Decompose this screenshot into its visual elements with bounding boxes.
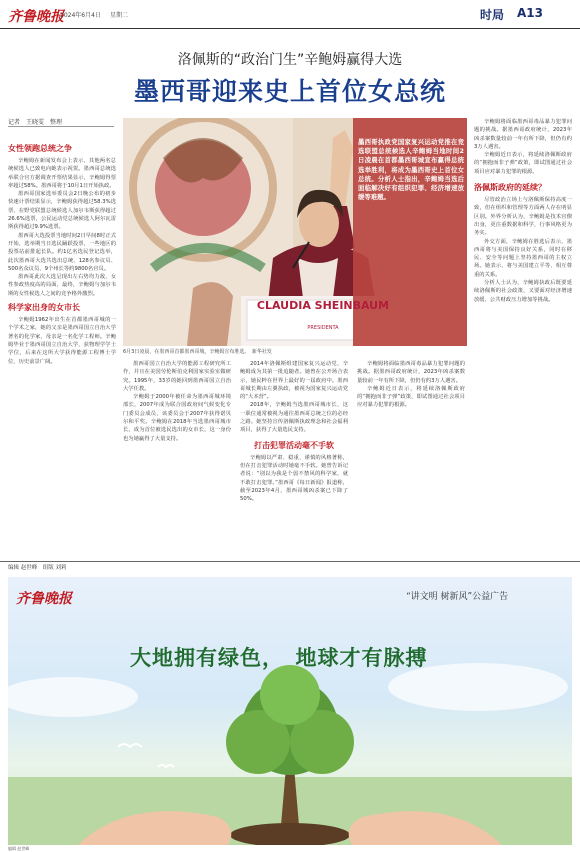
- ad-credit: 编辑 赵世峰: [8, 846, 30, 851]
- paragraph: 墨西哥国立自治大学的能源工程研究所工作，并且在美国劳伦斯伯克利国家实验室做研究。1995年，33岁的她回到墨西哥国立自治大学任教。: [123, 361, 231, 392]
- ad-tagline: “讲文明 树新风”公益广告: [406, 592, 509, 602]
- page-number: A13: [517, 6, 543, 20]
- column-2: [123, 360, 231, 443]
- article-byline: 记者 王晓雯 整理: [8, 119, 63, 126]
- column-5: [474, 118, 572, 304]
- paragraph: 辛鲍姆将面临墨西哥毒品暴力犯罪问题的挑战。据墨西哥政府统计，2023年凶杀案数量较前一年有所下降，但仍有约3万人遇害。: [357, 361, 465, 384]
- article-kicker: 洛佩斯的“政治门生”辛鲍姆赢得大选: [177, 52, 403, 68]
- paragraph: 辛鲍姆以严肃、稳重、谨慎的风格著称，但在打击犯罪活动时她毫不手软。她曾告诉记者说：“别以为我是个弱不禁风的科学家，就不敢打击犯罪。”墨西哥《每日新闻》报道称，截至2023年4月，墨西哥城凶杀案已下降了50%。: [240, 454, 348, 503]
- paragraph: 辛鲍姆近日表示，将延续洛佩斯政府的“拥抱而非子弹”政策，即试图通过社会项目应对暴力犯罪的根源。: [357, 385, 465, 409]
- page-divider: [0, 561, 580, 562]
- paragraph: 辛鲍姆将面临墨西哥毒品暴力犯罪问题的挑战。据墨西哥政府统计，2023年凶杀案数量较前一年有所下降，但仍有约3万人遇害。: [474, 119, 572, 150]
- podium-sign-sub: PRESIDENTA: [307, 325, 339, 331]
- article-body: [8, 157, 116, 298]
- article-body: [474, 196, 572, 304]
- column-3: [240, 360, 348, 503]
- photo-overlay-text: 墨西哥执政党国家复兴运动党推在竞选联盟总统候选人辛鲍姆当地时间2日凌晨在首都墨西哥城宣布赢得总统选举胜利，将成为墨西哥史上首位女总统。分析人士指出，辛鲍姆当选后面临解决好有组织犯罪、经济增速放缓等难题。: [358, 138, 464, 202]
- issue-weekday: 星期二: [110, 12, 129, 19]
- paragraph: 墨西哥大选投票当地时间2日早间8时正式开始，选举期当日选民踊跃投票，一些地区的投票站前排起长队。约1亿名选民登记选举，此次墨西哥大选共选出总统、128名参议员、500名众议员、9个州长等约9800名官员。: [8, 232, 116, 272]
- paragraph: 辛鲍姆在新闻发布会上表示，其他两名总统候选人已致电向她表示祝贺。墨西哥总统选举联合官方据调查开票结果显示，辛鲍姆得票率超过58%。墨西哥将于10月1日开始执政。: [8, 158, 116, 189]
- paragraph: 辛鲍姆近日表示，将延续洛佩斯政府的“拥抱而非子弹”政策，即试图通过社会项目应对暴力犯罪的根源。: [474, 152, 572, 175]
- subheading: 女性领跑总统之争: [8, 144, 72, 153]
- ad-logo: 齐鲁晚报: [16, 591, 72, 607]
- article-body: [8, 316, 116, 366]
- paragraph: 墨西哥国家选举委员会2日晚公布的初步快速计票结果显示，辛鲍姆获得超过58.3%选票，在野党联盟总统候选人加尔韦斯获得超过26.6%选票，公民运动党总统候选人阿尔瓦雷斯获得超过9.9%选票。: [8, 191, 116, 231]
- paragraph: 2014年洛佩斯组建国家复兴运动党，辛鲍姆成为其第一批追随者。她曾在公开场合表示，她民粹在世界上最好的一届政府中。墨西哥城长期由左翼执政，被视为国家复兴运动党的“大本营”。: [240, 361, 348, 401]
- article-body: [240, 360, 348, 435]
- public-service-ad: [8, 577, 572, 845]
- article-headline: 墨西哥迎来史上首位女总统: [133, 77, 446, 106]
- byline-divider: [8, 126, 114, 127]
- paragraph: 辛鲍姆于2000年被任命为墨西哥城环境部长，2007年成为联合国政府间气候变化专门委员会成员，该委员会于2007年获得诺贝尔和平奖。辛鲍姆在2018年当选墨西哥城市长，成为首位被选民选出的女市长，这一身份也为她赢得了大量支持。: [123, 394, 231, 442]
- editor-credits: 编辑 赵世峰 组版 刘莉: [8, 565, 67, 571]
- paragraph: 尽管政治立场上与洛佩斯保持高度一致，但在组织和管理等方面两人存在明显区别。外界分析认为，辛鲍姆是技术官僚出身，更注重数据和科学，行事风格更为务实。: [474, 197, 572, 237]
- article-body: [474, 118, 572, 176]
- subheading: 洛佩斯政府的延续？: [474, 183, 546, 193]
- article-body: [240, 454, 348, 504]
- podium-sign: CLAUDIA SHEINBAUM: [256, 299, 390, 312]
- paragraph: 2018年，辛鲍姆当选墨西哥城市长，这一职位通常被视为通往墨西哥总统之位的必经之路。她坚持宣传洛佩斯执政理念和社会福利项目，获得了大量选民支持。: [240, 402, 348, 434]
- newspaper-logo: 齐鲁晚报: [8, 9, 64, 25]
- paragraph: 分析人士认为，辛鲍姆执政后既要延续洛佩斯的社会政策，又要面对经济增速放缓、公共财政压力增加等挑战。: [474, 280, 572, 303]
- paragraph: 辛鲍姆1962年出生在首都墨西哥城的一个学术之家，她的父亲是墨西哥国立自治大学著名的化学家，母亲是一名化学工程师。辛鲍姆毕业于墨西哥国立自治大学，获物理学学士学位，后来在这所大学获得能源工程博士学位，历史前景广阔。: [8, 317, 116, 365]
- photo-caption: 6月3日凌晨，在墨西哥首都墨西哥城，辛鲍姆宣布胜选。 新华社发: [123, 349, 272, 355]
- paragraph: 墨西哥此次大选呈现出左右势均力敌、女性参政热度高的局面，最终，辛鲍姆与加尔韦斯的女性候选人之间的竞争格外激烈。: [8, 274, 116, 297]
- column-4: [357, 360, 465, 410]
- column-1: [8, 143, 116, 366]
- subheading: 打击犯罪活动毫不手软: [254, 440, 334, 450]
- subheading: 科学家出身的女市长: [8, 303, 80, 313]
- section-name: 时局: [480, 8, 505, 22]
- paragraph: 外交方面，辛鲍姆在胜选后表示，墨西哥将与美国保持良好关系，同时在移民、安全等问题上坚持墨西哥的主权立场。她表示，将与美国建立平等、相互尊重的关系。: [474, 238, 572, 278]
- ad-slogan: 大地拥有绿色， 地球才有脉搏: [130, 645, 428, 670]
- ad-illustration: [8, 577, 572, 845]
- issue-date: 2024年6月4日: [60, 12, 101, 19]
